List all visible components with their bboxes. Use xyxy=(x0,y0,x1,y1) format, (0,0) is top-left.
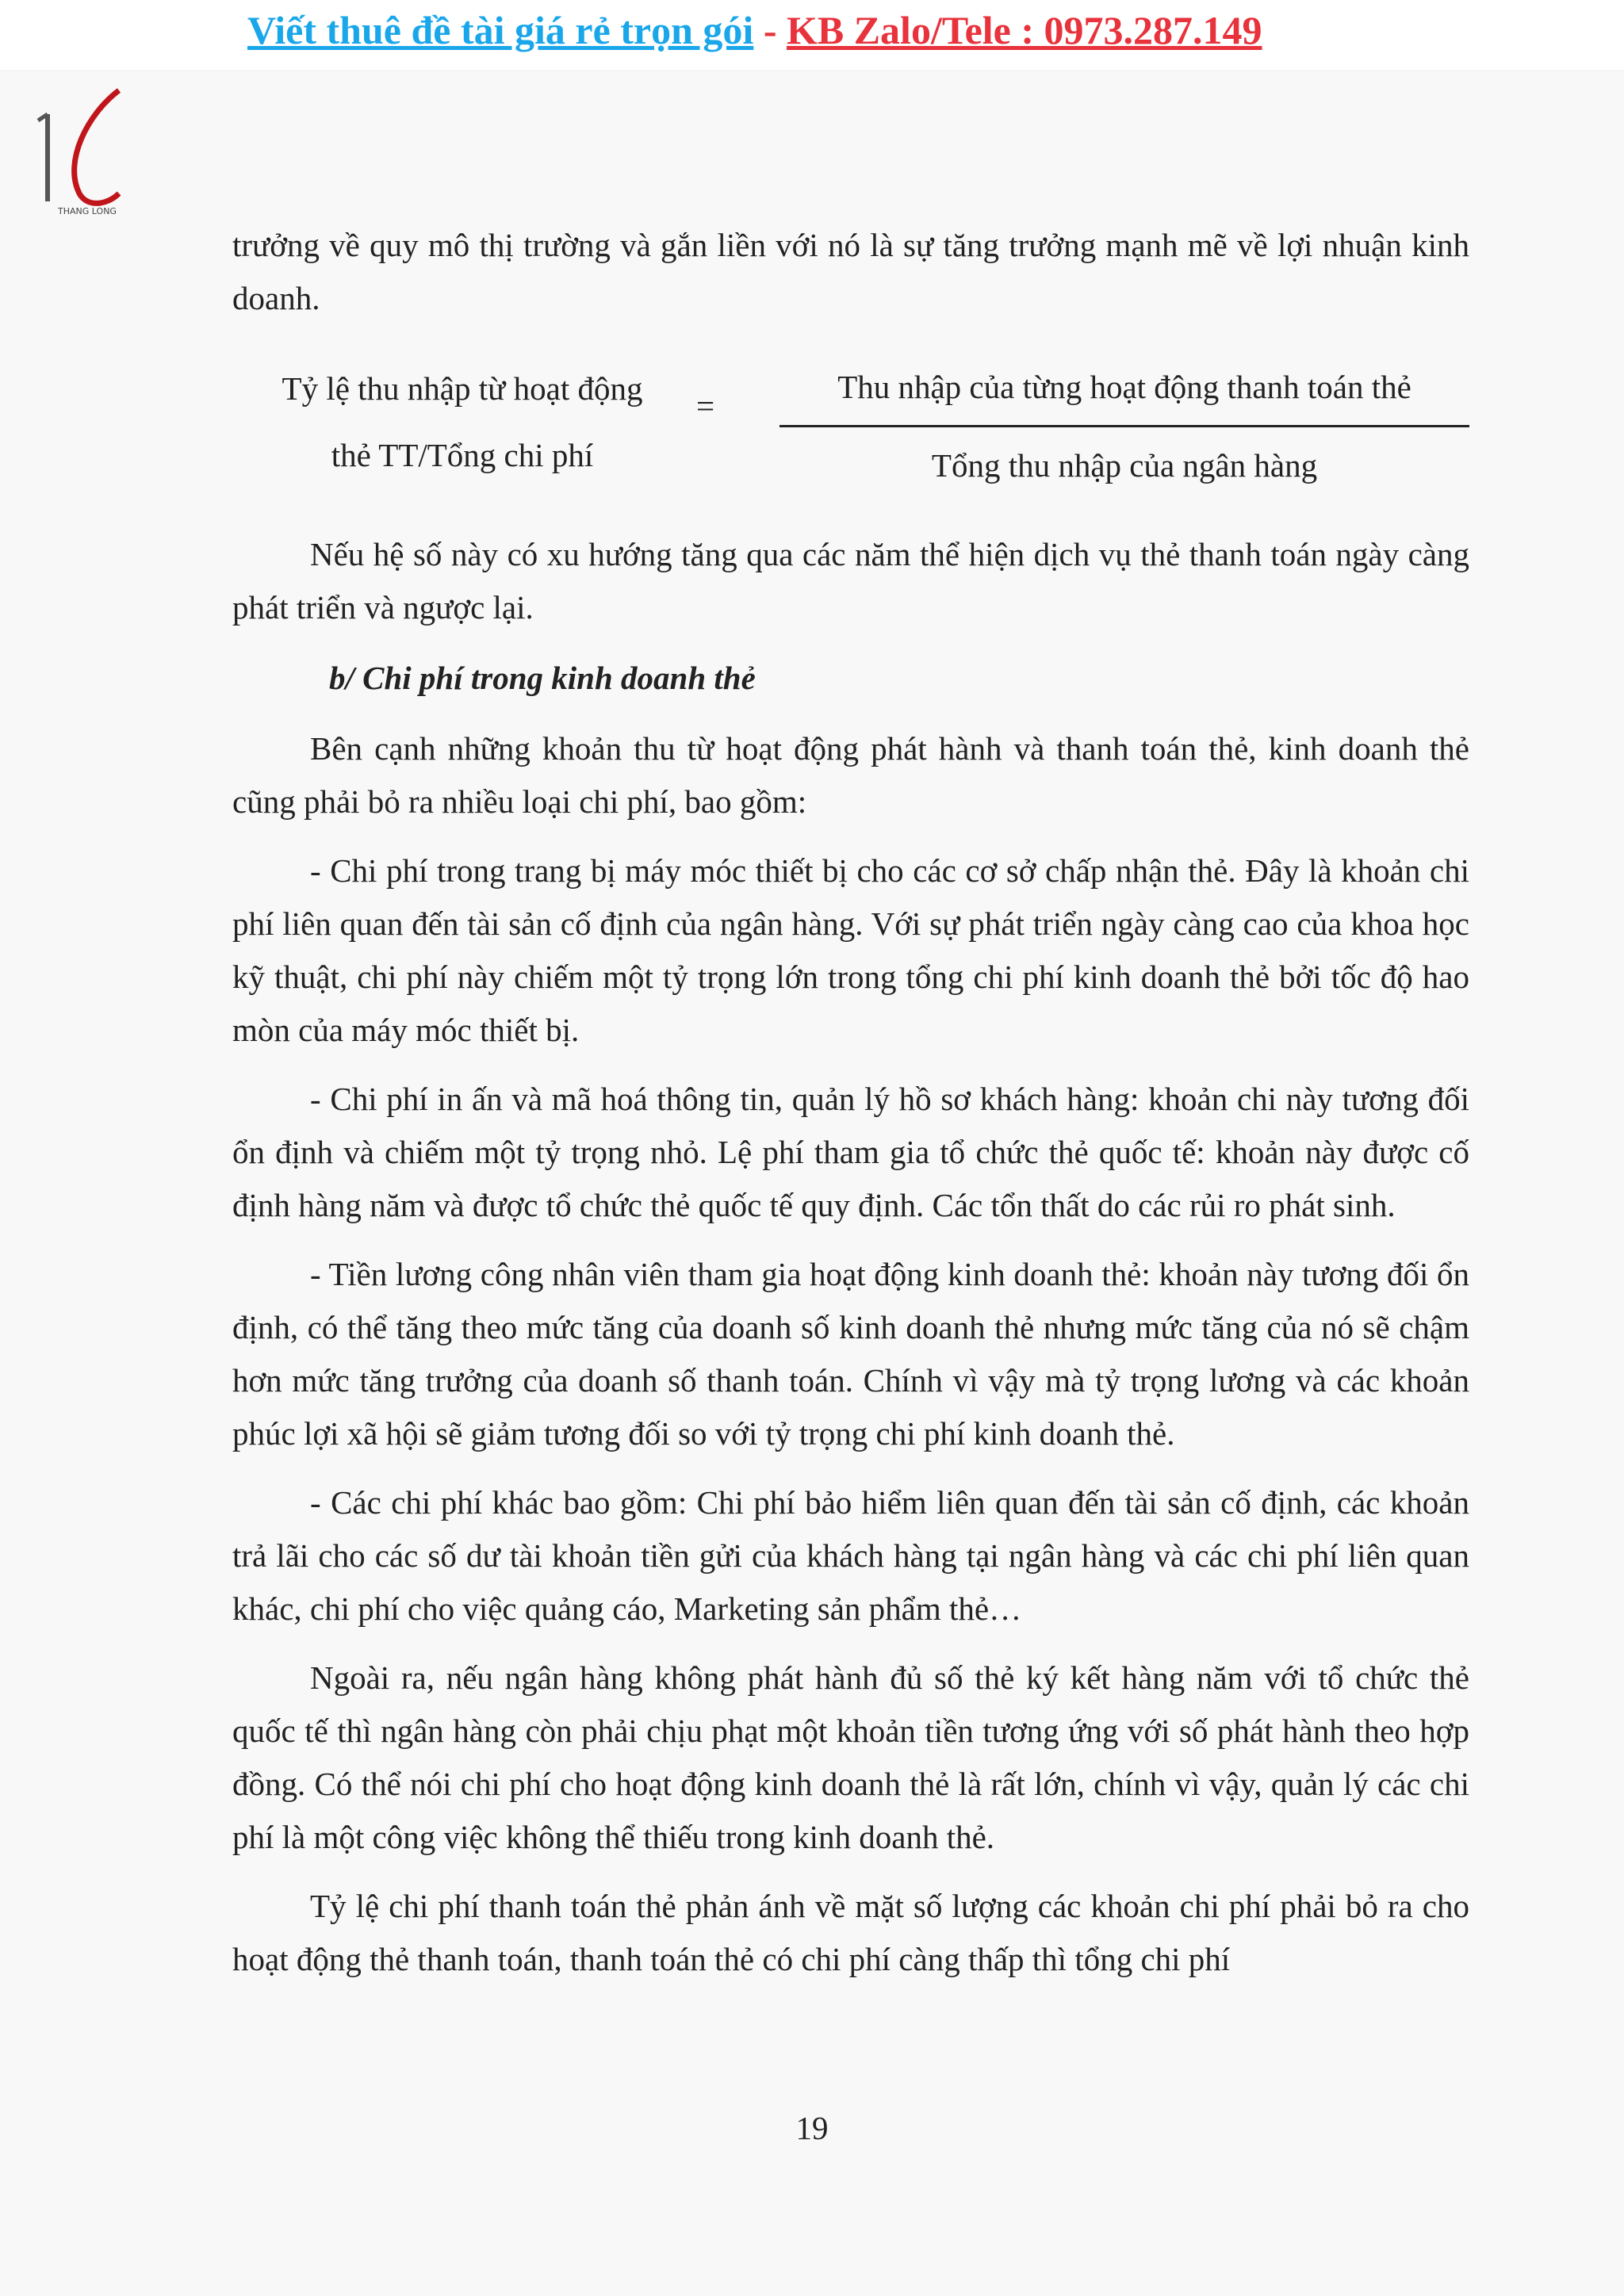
section-heading: b/ Chi phí trong kinh doanh thẻ xyxy=(329,660,756,696)
formula-denominator: Tổng thu nhập của ngân hàng xyxy=(931,447,1318,484)
banner-link[interactable]: Viết thuê đề tài giá rẻ trọn gói xyxy=(247,8,754,52)
banner-separator: - xyxy=(753,8,787,52)
formula-equals: = xyxy=(696,388,715,424)
page-number: 19 xyxy=(795,2110,829,2146)
paragraph-2: Nếu hệ số này có xu hướng tăng qua các năm thể hiện dịch vụ thẻ thanh toán ngày càng phát triển và ngược lại. xyxy=(232,536,1469,626)
paragraph-3: Bên cạnh những khoản thu từ hoạt động phát hành và thanh toán thẻ, kinh doanh thẻ cũng phải bỏ ra nhiều loại chi phí, bao gồm: xyxy=(232,730,1469,820)
paragraph-1: trưởng về quy mô thị trường và gắn liền với nó là sự tăng trưởng mạnh mẽ về lợi nhuận kinh doanh. xyxy=(232,227,1469,316)
paragraph-9: Tỷ lệ chi phí thanh toán thẻ phản ánh về mặt số lượng các khoản chi phí phải bỏ ra cho hoạt động thẻ thanh toán, thanh toán thẻ có chi phí càng thấp thì tổng chi phí xyxy=(232,1888,1469,1977)
formula-fraction xyxy=(779,355,1469,497)
formula-left-line2: thẻ TT/Tổng chi phí xyxy=(331,437,594,473)
banner-line xyxy=(247,6,1262,54)
paragraph-8: Ngoài ra, nếu ngân hàng không phát hành đủ số thẻ ký kết hàng năm với tổ chức thẻ quốc tế thì ngân hàng còn phải chịu phạt một khoản tiền tương ứng với số phát hành theo hợp đồng. Có thể nói chi phí cho hoạt động kinh doanh thẻ là rất lớn, chính vì vậy, quản lý các chi phí là một công việc không thể thiếu trong kinh doanh thẻ. xyxy=(232,1659,1469,1855)
paragraph-continuation xyxy=(232,219,1469,325)
fraction-bar xyxy=(779,425,1469,427)
thang-long-logo xyxy=(32,82,143,217)
paragraph-6: - Tiền lương công nhân viên tham gia hoạt động kinh doanh thẻ: khoản này tương đối ổn định, có thể tăng theo mức tăng của doanh số kinh doanh thẻ nhưng mức tăng của nó sẽ chậm hơn mức tăng trưởng của doanh số thanh toán. Chính vì vậy mà tỷ trọng lương và các khoản phúc lợi xã hội sẽ giảm tương đối so với tỷ trọng chi phí kinh doanh thẻ. xyxy=(232,1256,1469,1452)
paragraph-7: - Các chi phí khác bao gồm: Chi phí bảo hiểm liên quan đến tài sản cố định, các khoản trả lãi cho các số dư tài khoản tiền gửi của khách hàng tại ngân hàng và các chi phí liên quan khác, chi phí cho việc quảng cáo, Marketing sản phẩm thẻ… xyxy=(232,1484,1469,1627)
formula-numerator: Thu nhập của từng hoạt động thanh toán thẻ xyxy=(837,369,1411,405)
ratio-formula xyxy=(232,355,1469,498)
banner-contact-link[interactable]: KB Zalo/Tele : 0973.287.149 xyxy=(786,8,1262,52)
paragraph-5: - Chi phí in ấn và mã hoá thông tin, quản lý hồ sơ khách hàng: khoản chi này tương đối ổn định và chiếm một tỷ trọng nhỏ. Lệ phí tham gia tổ chức thẻ quốc tế: khoản này được cố định hàng năm và được tổ chức thẻ quốc tế quy định. Các tổn thất do các rủi ro phát sinh. xyxy=(232,1081,1469,1223)
body-text xyxy=(232,528,1469,1986)
promo-banner xyxy=(0,0,1624,70)
paragraph-4: - Chi phí trong trang bị máy móc thiết bị cho các cơ sở chấp nhận thẻ. Đây là khoản chi phí liên quan đến tài sản cố định của ngân hàng. Với sự phát triển ngày càng cao của khoa học kỹ thuật, chi phí này chiếm một tỷ trọng lớn trong tổng chi phí kinh doanh thẻ bởi tốc độ hao mòn của máy móc thiết bị. xyxy=(232,852,1469,1048)
formula-left xyxy=(256,355,668,488)
logo-caption: THANG LONG xyxy=(58,206,117,216)
formula-left-line1: Tỷ lệ thu nhập từ hoạt động xyxy=(282,370,643,407)
